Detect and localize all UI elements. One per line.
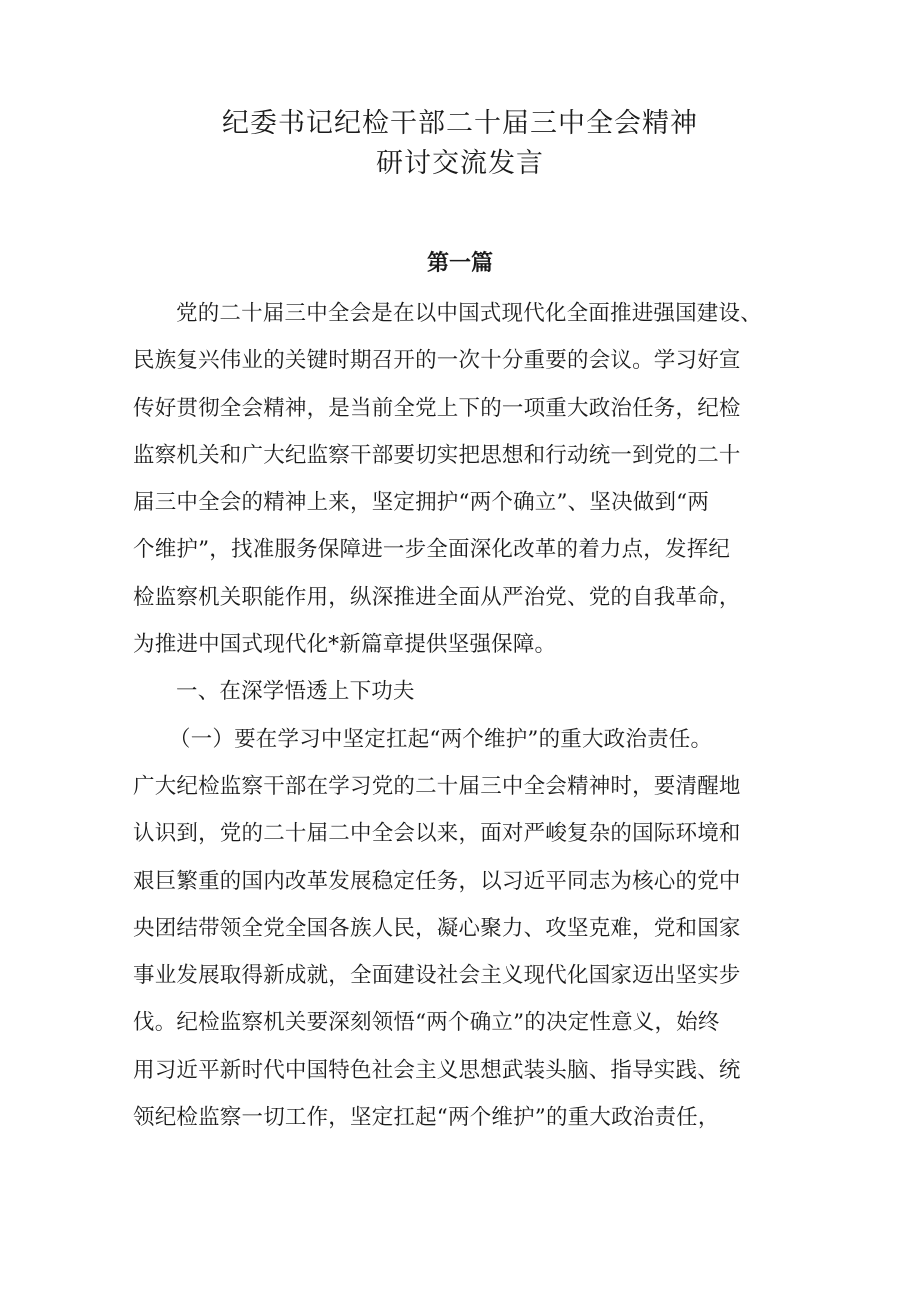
paragraph-1-line-1: 党的二十届三中全会是在以中国式现代化全面推进强国建设、 [176,301,762,326]
paragraph-2-line-2: 广大纪检监察干部在学习党的二十届三中全会精神时，要清醒地 [133,773,741,799]
paragraph-2-line-3: 认识到，党的二十届二中全会以来，面对严峻复杂的国际环境和 [133,821,741,847]
paragraph-1-line-6: 个维护”，找准服务保障进一步全面深化改革的着力点，发挥纪 [133,537,731,563]
subheading-1: 一、在深学悟透上下功夫 [176,679,415,705]
paragraph-2-line-9: 领纪检监察一切工作，坚定扛起“两个维护”的重大政治责任， [133,1105,720,1131]
paragraph-1-line-4: 监察机关和广大纪监察干部要切实把思想和行动统一到党的二十 [133,442,741,468]
document-title [0,104,920,184]
title-line-1: 纪委书记纪检干部二十届三中全会精神 [222,108,698,139]
paragraph-2-line-7: 伐。纪检监察机关要深刻领悟“两个确立”的决定性意义，始终 [133,1010,720,1036]
paragraph-1-line-3: 传好贯彻全会精神，是当前全党上下的一项重大政治任务，纪检 [133,395,741,421]
paragraph-1-line-8: 为推进中国式现代化*新篇章提供坚强保障。 [133,632,557,658]
paragraph-2-line-1: （一）要在学习中坚定扛起“两个维护”的重大政治责任。 [169,726,713,752]
paragraph-2-line-6: 事业发展取得新成就，全面建设社会主义现代化国家迈出坚实步 [133,963,741,989]
paragraph-2-line-5: 央团结带领全党全国各族人民，凝心聚力、攻坚克难，党和国家 [133,915,741,941]
paragraph-1-line-5: 届三中全会的精神上来，坚定拥护“两个确立”、坚决做到“两 [133,490,710,516]
document-body [133,294,787,1145]
title-line-2: 研讨交流发言 [376,148,544,179]
paragraph-2-line-4: 艰巨繁重的国内改革发展稳定任务，以习近平同志为核心的党中 [133,868,741,894]
paragraph-1-line-7: 检监察机关职能作用，纵深推进全面从严治党、党的自我革命， [133,584,741,610]
paragraph-2-line-8: 用习近平新时代中国特色社会主义思想武装头脑、指导实践、统 [133,1057,741,1083]
paragraph-1-line-2: 民族复兴伟业的关键时期召开的一次十分重要的会议。学习好宣 [133,348,741,374]
section-heading: 第一篇 [426,251,493,276]
